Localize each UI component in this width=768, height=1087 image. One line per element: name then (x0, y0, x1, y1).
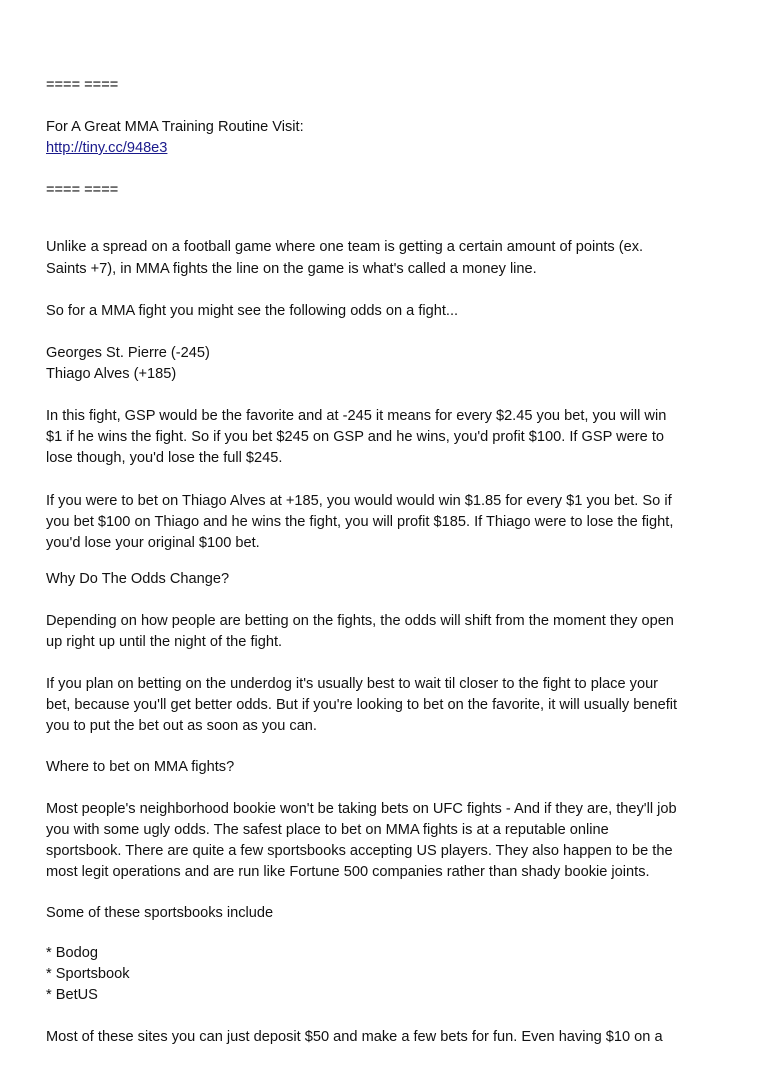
list-item: * Bodog (46, 945, 98, 961)
body-line: Thiago Alves (+185) (46, 366, 177, 382)
section-heading: Where to bet on MMA fights? (46, 759, 235, 775)
body-line: Some of these sportsbooks include (46, 905, 274, 921)
body-line: you with some ugly odds. The safest place to bet on MMA fights is at a reputable online (46, 822, 609, 838)
body-line: you bet $100 on Thiago and he wins the fight, you will profit $185. If Thiago were to lose the fight, (46, 514, 674, 530)
promo-link[interactable]: http://tiny.cc/948e3 (46, 140, 168, 156)
separator-bottom: ==== ==== (46, 182, 119, 198)
list-item: * BetUS (46, 987, 98, 1003)
body-line: If you were to bet on Thiago Alves at +185, you would would win $1.85 for every $1 you bet. So if (46, 493, 672, 509)
body-line: sportsbook. There are quite a few sportsbooks accepting US players. They also happen to be the (46, 843, 673, 859)
promo-text: For A Great MMA Training Routine Visit: (46, 119, 304, 135)
body-line: Saints +7), in MMA fights the line on the game is what's called a money line. (46, 261, 537, 277)
body-line: bet, because you'll get better odds. But if you're looking to bet on the favorite, it will usually benefit (46, 697, 678, 713)
body-line: If you plan on betting on the underdog it's usually best to wait til closer to the fight to place your (46, 676, 659, 692)
body-line: Depending on how people are betting on the fights, the odds will shift from the moment they open (46, 613, 674, 629)
body-line: Most of these sites you can just deposit $50 and make a few bets for fun. Even having $10 on a (46, 1029, 663, 1045)
body-line: lose though, you'd lose the full $245. (46, 450, 283, 466)
body-line: you to put the bet out as soon as you can. (46, 718, 317, 734)
body-line: up right up until the night of the fight. (46, 634, 283, 650)
body-line: In this fight, GSP would be the favorite and at -245 it means for every $2.45 you bet, you will win (46, 408, 667, 424)
body-line: So for a MMA fight you might see the following odds on a fight... (46, 303, 459, 319)
body-line: most legit operations and are run like Fortune 500 companies rather than shady bookie joints. (46, 864, 650, 880)
body-line: you'd lose your original $100 bet. (46, 535, 260, 551)
list-item: * Sportsbook (46, 966, 130, 982)
body-line: Unlike a spread on a football game where one team is getting a certain amount of points (ex. (46, 239, 644, 255)
body-line: Georges St. Pierre (-245) (46, 345, 210, 361)
body-line: $1 if he wins the fight. So if you bet $245 on GSP and he wins, you'd profit $100. If GSP were to (46, 429, 664, 445)
body-line: Most people's neighborhood bookie won't be taking bets on UFC fights - And if they are, they'll job (46, 801, 677, 817)
separator-top: ==== ==== (46, 77, 119, 93)
section-heading: Why Do The Odds Change? (46, 571, 230, 587)
